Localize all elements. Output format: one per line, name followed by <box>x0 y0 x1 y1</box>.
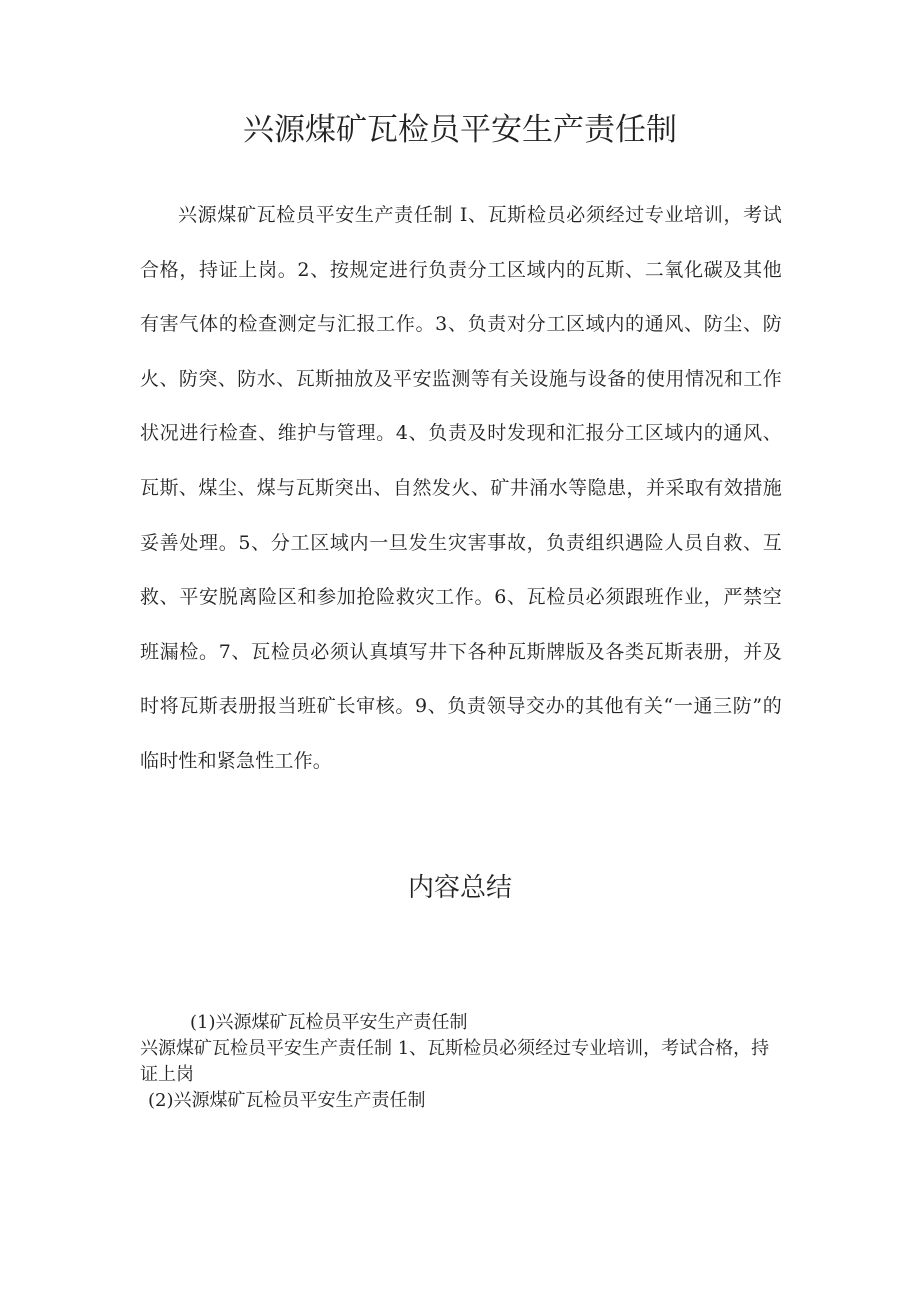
document-title: 兴源煤矿瓦检员平安生产责任制 <box>243 112 677 148</box>
summary-item-1-title: (1)兴源煤矿瓦检员平安生产责任制 <box>190 1012 468 1033</box>
summary-heading: 内容总结 <box>407 873 512 903</box>
summary-section <box>140 1010 790 1114</box>
summary-item-1-body: 兴源煤矿瓦检员平安生产责任制 1、瓦斯检员必须经过专业培训，考试合格，持证上岗 <box>140 1038 770 1085</box>
summary-item-2-title: (2)兴源煤矿瓦检员平安生产责任制 <box>148 1090 426 1111</box>
document-body: 兴源煤矿瓦检员平安生产责任制 I、瓦斯检员必须经过专业培训，考试合格，持证上岗。2、按规定进行负责分工区域内的瓦斯、二氧化碳及其他有害气体的检查测定与汇报工作。3、负责对分工区域内的通风、防尘、防火、防突、防水、瓦斯抽放及平安监测等有关设施与设备的使用情况和工作状况进行检查、维护与管理。4、负责及时发现和汇报分工区域内的通风、瓦斯、煤尘、煤与瓦斯突出、自然发火、矿井涌水等隐患，并采取有效措施妥善处理。5、分工区域内一旦发生灾害事故，负责组织遇险人员自救、互救、平安脱离险区和参加抢险救灾工作。6、瓦检员必须跟班作业，严禁空班漏检。7、瓦检员必须认真填写井下各种瓦斯牌版及各类瓦斯表册，并及时将瓦斯表册报当班矿长审核。9、负责领导交办的其他有关“一通三防”的临时性和紧急性工作。 <box>140 204 782 772</box>
